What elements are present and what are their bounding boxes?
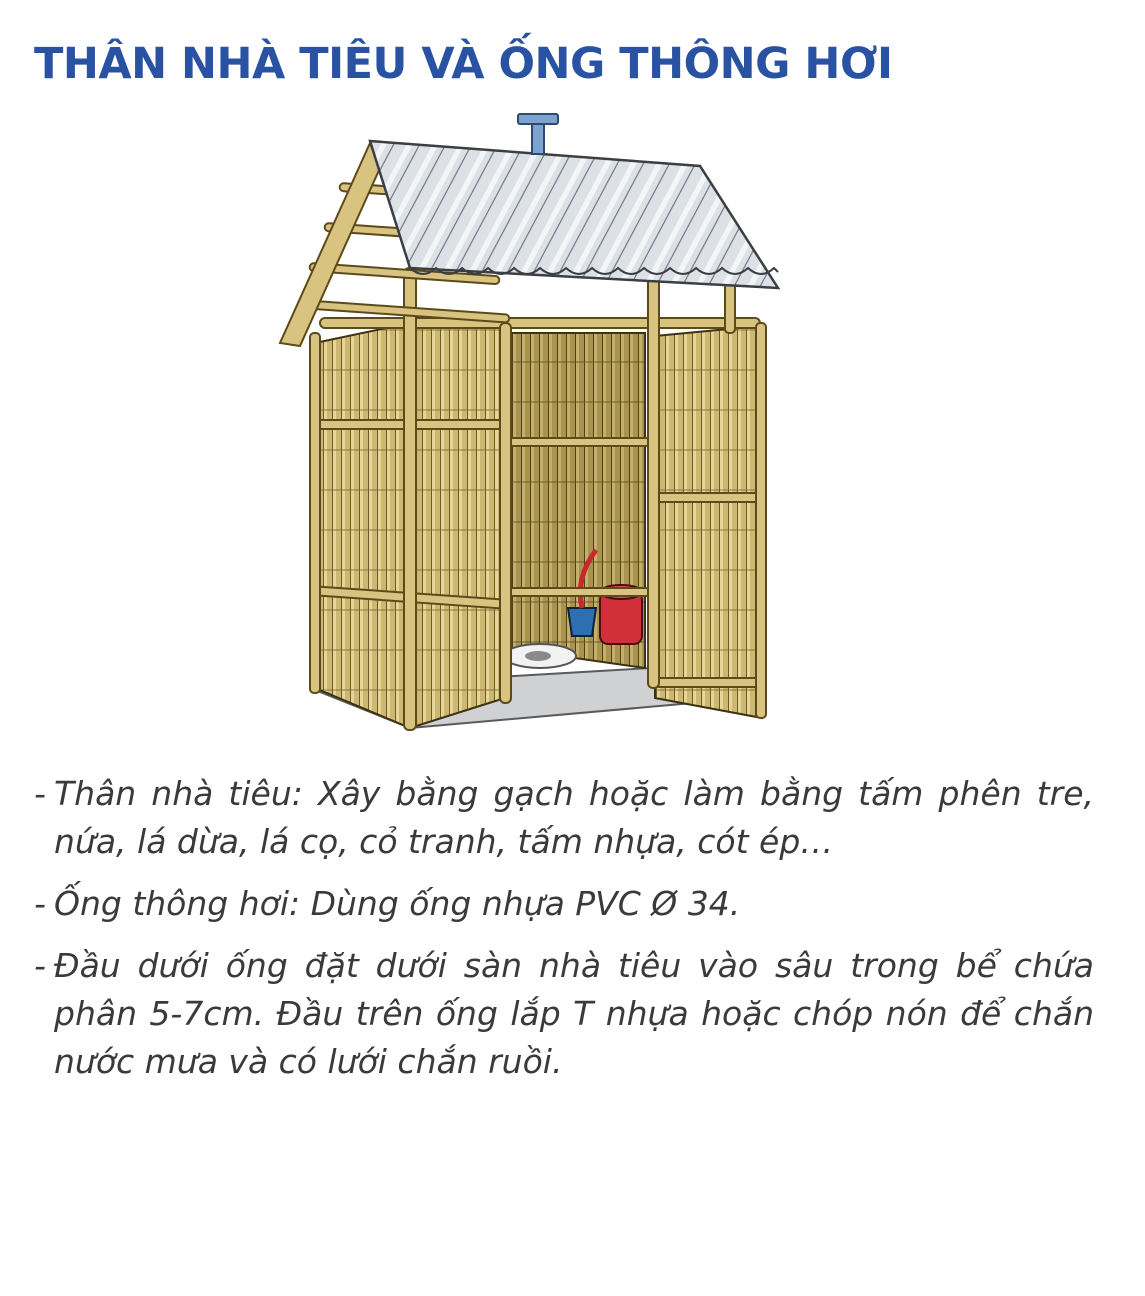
bamboo-latrine-illustration xyxy=(270,108,790,738)
bullet-item-body: - Thân nhà tiêu: Xây bằng gạch hoặc làm bằng tấm phên tre, nứa, lá dừa, lá cọ, cỏ tranh, tấm nhựa, cót ép… xyxy=(34,770,1094,866)
bullet-list xyxy=(34,770,1094,1100)
bullet-item-pipe-installation: - Đầu dưới ống đặt dưới sàn nhà tiêu vào sâu trong bể chứa phân 5-7cm. Đầu trên ống lắp T nhựa hoặc chóp nón để chắn nước mưa và có lưới chắn ruồi. xyxy=(34,942,1094,1086)
page-title: THÂN NHÀ TIÊU VÀ ỐNG THÔNG HƠI xyxy=(34,39,893,89)
bullet-item-vent-pipe: - Ống thông hơi: Dùng ống nhựa PVC Ø 34. xyxy=(34,880,1094,928)
